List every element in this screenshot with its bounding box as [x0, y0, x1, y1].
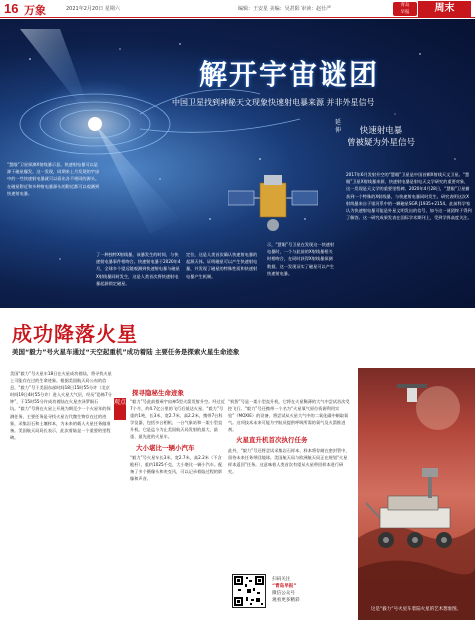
article-subtitle: 中国卫星找到神秘天文现象快速射电暴来源 并非外星信号: [172, 98, 375, 107]
section-name: 万象: [24, 4, 46, 17]
editor-line: 编辑：王安星 美编：吴甚阳 审读：赵仕严: [238, 6, 332, 12]
article-subtitle: 美国“毅力”号火星车通过“天空起重机”成功着陆 主要任务是探索火星生命迹象: [12, 348, 240, 356]
article-column: “机智”号是一架小型直升机，它将在火星稀薄的大气中尝试首次受控飞行。“毅力”号还携带一个名为“火星氧气原位资源利用实验”（MOXIE）的设备，将尝试从火星大气中的二氧化碳中制取氧气。这项技术未来可能为宇航员提供呼吸所需的氧气及火箭推进剂。 火星直升机首次执行任务 此外，“毅力”号还将尝试采集岩石样本，样本将存储在密封管中，留待未来任务带回地球。美国航天局与欧洲航天局正在规划“火星样本返回”任务。这意味着人类首次有望从火星带回样本进行研究。: [228, 399, 350, 474]
mars-rover-icon: [358, 368, 475, 620]
article-column: 了一种独特X射线暴，该暴发生的时间，与快速射电暴事件相吻合。快速射电暴于2020年4月，全球多个望远镜观测到快速射电暴与磁星X射线暴同时发生，这是人类首次将快速射电暴起源锁定磁星。: [96, 252, 181, 286]
side-article-body: 2017年6月发射升空的“慧眼”卫星是中国首颗X射线天文卫星。“慧眼”卫星X射线暴来源，快速射电暴是射电天文学研究的重要对象，这一发现是天文学的重要里程碑。2020年4月28日，“慧眼”卫星捕获到一个特殊的X射线暴，与快速射电暴同时发生。研究表明这次X射线暴来自于银河系中的一颗磁星SGR J1935+2154。此前科学家认为快速射电暴可能是外星文明发出的信号，如今这一谜团终于得到了解答。这一研究成果发表在国际学术期刊上，受到学界高度关注。: [346, 172, 472, 221]
article-title: 解开宇宙谜团: [199, 58, 380, 91]
viewpoint-badge: 观点: [114, 398, 126, 420]
qr-code-icon: [233, 575, 265, 607]
image-caption: “慧眼”卫星探测X射线暴示意。快速射电暴可以是源于磁星爆发。这一发现，同期来上月发现的宇宙中的一些快速射电暴就可以看出各不相同的源头。在磁星附近和多种射电暴源头的附近都可以观测到快速射电暴。: [7, 162, 100, 196]
brand-label: 周末: [418, 1, 471, 17]
side-headline: 快速射电暴 曾被疑为外星信号: [346, 126, 415, 148]
page-number: 16: [4, 1, 19, 16]
satellite-icon: [228, 169, 318, 239]
space-feature: [0, 19, 475, 308]
article-column: 美国“毅力”号火星车18日在火星成功着陆，将寻找火星上可能存在过的生命迹象。根据美国航天局公布的信息，“毅力”号于美国东部时间18日15时55分许（北京时间19日4时55分许）进入火星大气层，经历“恐怖7分钟”，于15时55分许成功着陆在火星杰泽罗陨石坑。“毅力”号将在火星上开展为期至少一个火星年的探测任务，主要任务是寻找火星古代微生物存在过的迹象，采集岩石和土壤样本，为未来的载人火星任务做准备。美国航天局局长表示，此次着陆是一个重要的里程碑。: [10, 371, 112, 440]
mars-rover-illustration: [358, 368, 475, 620]
article-column: 示，“慧眼”号卫星在发现这一快速射电暴时，一个与此前的X射线暴相关时相吻合，在同时获得X射线暴探测数据，这一发现证实了磁星可以产生快速射电暴。: [267, 242, 335, 276]
section-heading: 火星直升机首次执行任务: [236, 436, 308, 445]
qr-promo-text: 扫码关注 “青岛早报” 微信公众号 观看更多精彩: [272, 577, 300, 603]
newspaper-logo: 青岛 早报: [393, 2, 417, 16]
article-column: 定位，这是人类首次确认快速射电暴的起源天体。证明磁星可以产生快速射电暴，并发现了磁星的特殊性质和快速射电暴产生机制。: [186, 252, 258, 279]
extension-label: 延伸: [335, 119, 342, 134]
article-column: “毅力”号此前搭乘宇宙神5型火箭发射升空。经过近7个月、约4.7亿公里的飞行后抵达火星。“毅力”号重约1吨，长3米，宽2.7米，高2.2米，携带7台科学仪器，包括多台相机、一台气象站和一架小型直升机。它是迄今为止美国航天局发射的最大、最重、最先进的火星车。 大小堪比一辆小汽车 “毅力”号火星车长3米，宽2.7米，高2.2米（不含桅杆），重约1025千克，大小堪比一辆小汽车。配备了多个摄像头和麦克风，可以记录着陆过程的影像和声音。: [130, 399, 225, 481]
date-line: 2021年2月20日 星期六: [66, 6, 120, 12]
section-heading: 大小堪比一辆小汽车: [136, 443, 195, 452]
qr-code[interactable]: [232, 574, 266, 608]
section-heading: 探寻隐秘生命迹象: [132, 389, 184, 397]
page-header: [0, 0, 475, 18]
article-title: 成功降落火星: [12, 322, 138, 346]
satellite-illustration: [228, 169, 318, 243]
image-caption: 这是“毅力”号火星车着陆火星的艺术想象图。: [370, 607, 462, 612]
